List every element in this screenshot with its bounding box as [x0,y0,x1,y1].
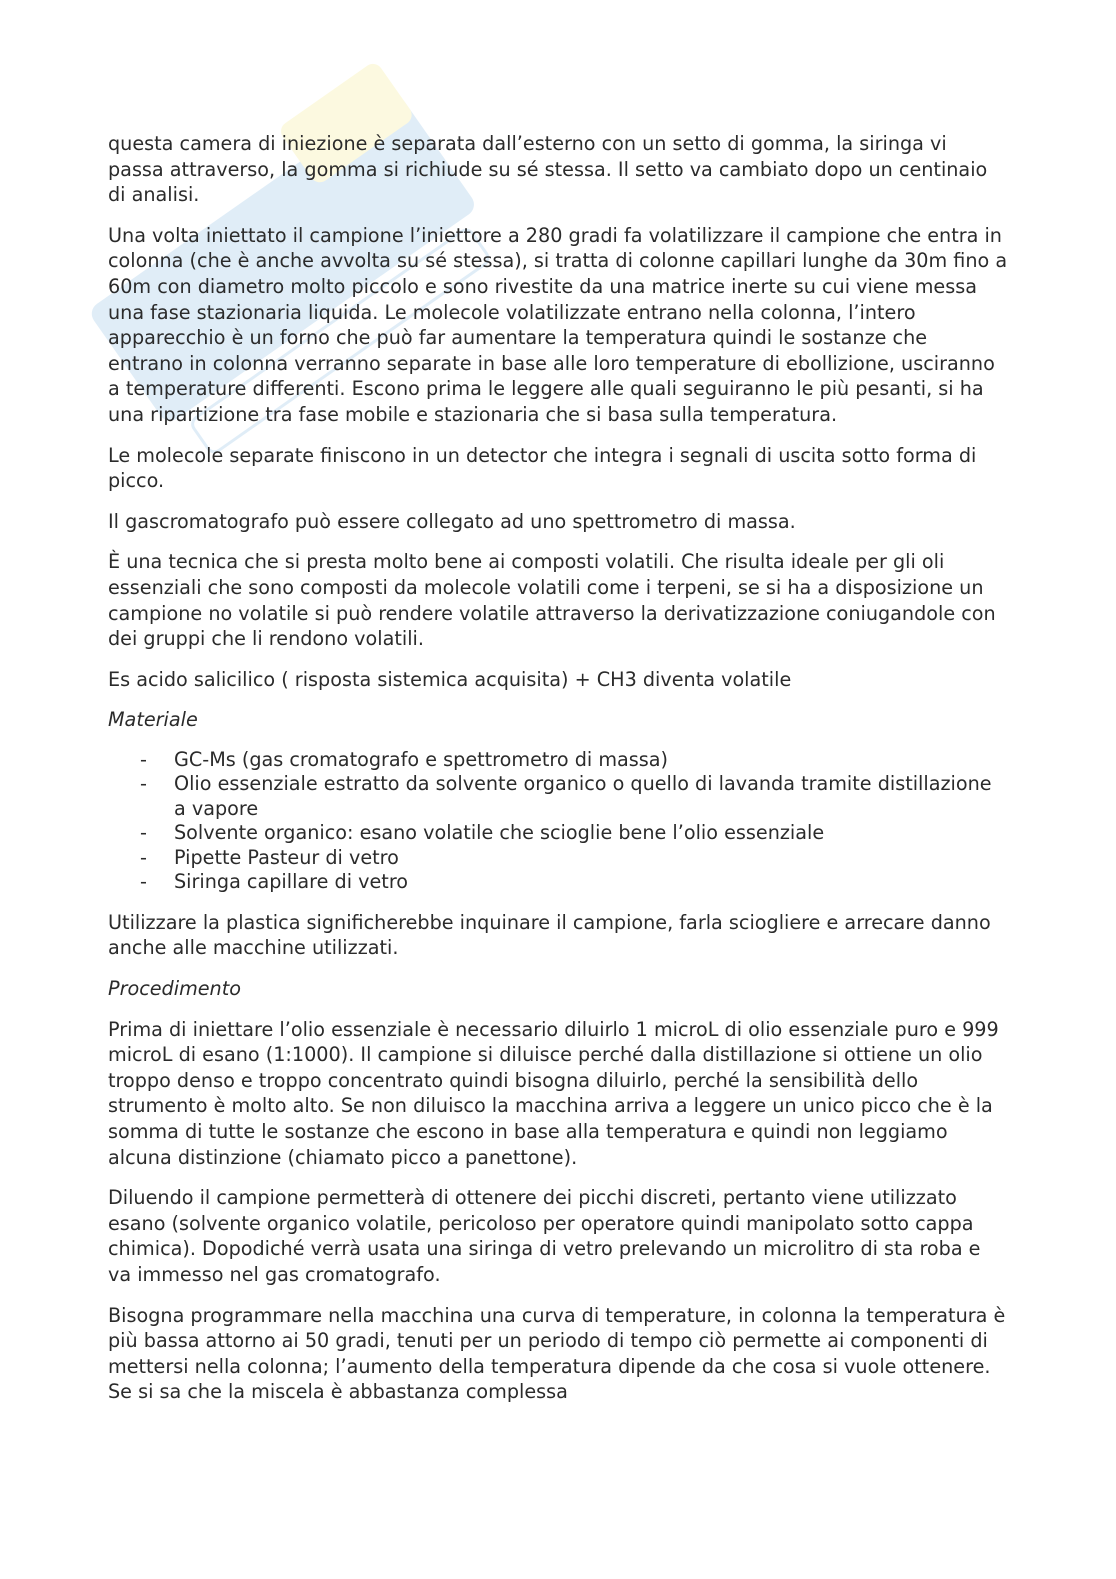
list-item-text: Pipette Pasteur di vetro [174,845,399,869]
bullet-dash: - [140,870,147,894]
materials-note: Utilizzare la plastica significherebbe inquinare il campione, farla sciogliere e arrecare danno anche alle macchine utilizzati. [108,910,991,960]
list-item [140,870,1008,895]
paragraph: Una volta iniettato il campione l’iniettore a 280 gradi fa volatilizzare il campione che entra in colonna (che è anche avvolta su sé stessa), si tratta di colonne capillari lunghe da 30m fino a 60m con diametro molto piccolo e sono rivestite da una matrice inerte su cui viene messa una fase stazionaria liquida. Le molecole volatilizzate entrano nella colonna, l’intero apparecchio è un forno che può far aumentare la temperatura quindi le sostanze che entrano in colonna verranno separate in base alle loro temperature di ebollizione, usciranno a temperature differenti. Escono prima le leggere alle quali seguiranno le più pesanti, si ha una ripartizione tra fase mobile e stazionaria che si basa sulla temperatura. [108,223,1008,426]
bullet-dash: - [140,845,147,869]
paragraph: Prima di iniettare l’olio essenziale è necessario diluirlo 1 microL di olio essenziale puro e 999 microL di esano (1:1000). Il campione si diluisce perché dalla distillazione si ottiene un olio troppo denso e troppo concentrato quindi bisogna diluirlo, perché la sensibilità dello strumento è molto alto. Se non diluisco la macchina arriva a leggere un unico picco che è la somma di tutte le sostanze che escono in base alla temperatura e quindi non leggiamo alcuna distinzione (chiamato picco a panettone). [108,1017,999,1169]
materials-list [108,748,1008,895]
bullet-dash: - [140,821,147,845]
paragraph: Il gascromatografo può essere collegato ad uno spettrometro di massa. [108,509,796,533]
paragraph: Diluendo il campione permetterà di ottenere dei picchi discreti, pertanto viene utilizzato esano (solvente organico volatile, pericoloso per operatore quindi manipolato sotto cappa chimica). Dopodiché verrà usata una siringa di vetro prelevando un microlitro di sta roba e va immesso nel gas cromatografo. [108,1186,981,1286]
list-item-text: Solvente organico: esano volatile che scioglie bene l’olio essenziale [174,821,825,845]
document-body [108,131,1008,1420]
materials-heading: Materiale [108,708,198,732]
paragraph: questa camera di iniezione è separata dall’esterno con un setto di gomma, la siringa vi passa attraverso, la gomma si richiude su sé stessa. Il setto va cambiato dopo un centinaio di analisi. [108,132,988,207]
list-item [140,748,1008,773]
bullet-dash: - [140,772,147,796]
paragraph: Es acido salicilico ( risposta sistemica acquisita) + CH3 diventa volatile [108,667,792,691]
paragraph: È una tecnica che si presta molto bene ai composti volatili. Che risulta ideale per gli oli essenziali che sono composti da molecole volatili come i terpeni, se si ha a disposizione un campione no volatile si può rendere volatile attraverso la derivatizzazione coniugandole con dei gruppi che li rendono volatili. [108,550,996,651]
list-item [140,846,1008,871]
paragraph: Le molecole separate finiscono in un detector che integra i segnali di uscita sotto forma di picco. [108,443,977,493]
list-item-text: Olio essenziale estratto da solvente organico o quello di lavanda tramite distillazione a vapore [174,772,992,820]
list-item-text: Siringa capillare di vetro [174,870,409,894]
bullet-dash: - [140,747,147,771]
paragraph: Bisogna programmare nella macchina una curva di temperature, in colonna la temperatura è più bassa attorno ai 50 gradi, tenuti per un periodo di tempo ciò permette ai componenti di mettersi nella colonna; l’aumento della temperatura dipende da che cosa si vuole ottenere. Se si sa che la miscela è abbastanza complessa [108,1303,1006,1404]
procedure-heading: Procedimento [108,977,241,1001]
list-item-text: GC-Ms (gas cromatografo e spettrometro di massa) [174,747,669,771]
list-item [140,821,1008,846]
list-item [140,772,1008,821]
